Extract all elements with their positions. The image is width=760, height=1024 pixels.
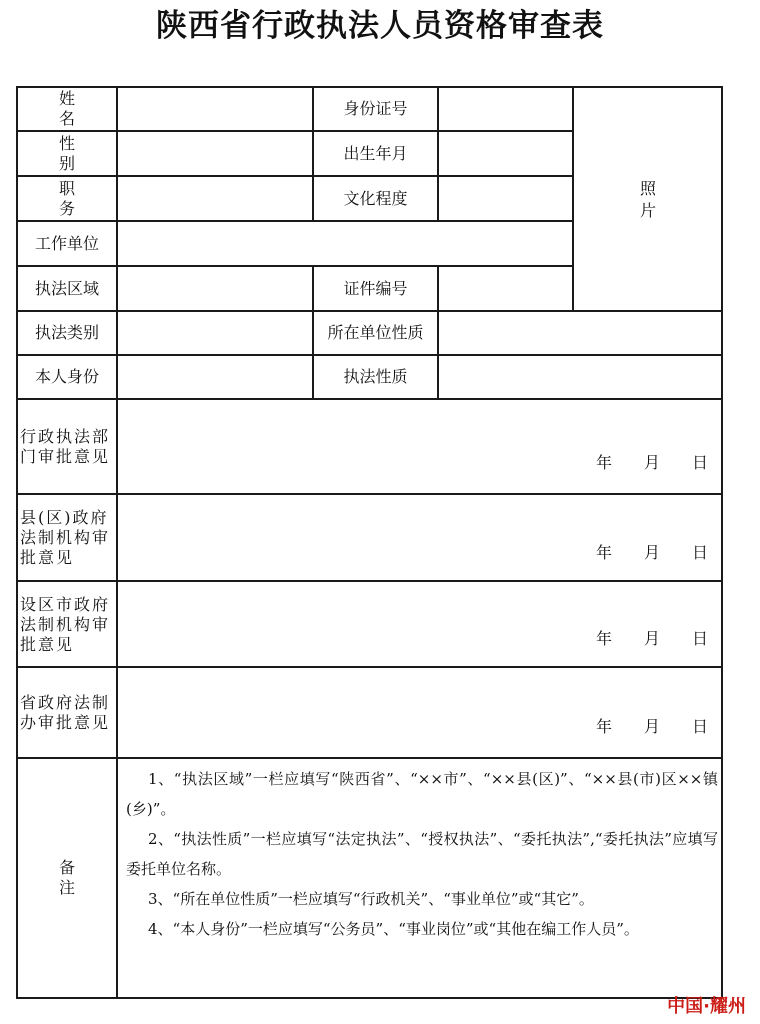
approval-date-county: 年 月 日 bbox=[596, 543, 709, 562]
enforce-nature-field[interactable] bbox=[439, 356, 721, 398]
approval-field-city[interactable] bbox=[118, 582, 721, 666]
approval-label-county: 县(区)政府法制机构审批意见 bbox=[20, 508, 111, 567]
education-label: 文化程度 bbox=[343, 188, 408, 208]
remark-item-2: 2、“执法性质”一栏应填写“法定执法”、“授权执法”、“委托执法”,“委托执法”应填写委托单位名称。 bbox=[126, 830, 718, 878]
remarks-content bbox=[126, 764, 718, 944]
gender-label: 性 别 bbox=[58, 133, 97, 173]
remark-item-1: 1、“执法区域”一栏应填写“陕西省”、“××市”、“××县(区)”、“××县(市)区××镇(乡)”。 bbox=[126, 770, 718, 818]
area-field[interactable] bbox=[118, 267, 312, 310]
approval-date-department: 年 月 日 bbox=[596, 453, 709, 472]
id-number-label: 身份证号 bbox=[343, 99, 408, 118]
photo-box[interactable] bbox=[574, 90, 722, 310]
remark-item-3: 3、“所在单位性质”一栏应填写“行政机关”、“事业单位”或“其它”。 bbox=[148, 890, 594, 908]
id-number-field[interactable] bbox=[439, 88, 572, 130]
gender-field[interactable] bbox=[118, 132, 312, 175]
photo-label-1: 照 bbox=[639, 179, 656, 198]
approval-date-city: 年 月 日 bbox=[596, 629, 709, 648]
remark-item-4: 4、“本人身份”一栏应填写“公务员”、“事业岗位”或“其他在编工作人员”。 bbox=[148, 920, 639, 938]
workplace-field[interactable] bbox=[118, 222, 572, 265]
unit-nature-label: 所在单位性质 bbox=[327, 323, 424, 342]
workplace-label: 工作单位 bbox=[34, 233, 99, 253]
approval-label-province: 省政府法制办审批意见 bbox=[20, 693, 111, 732]
birth-date-label: 出生年月 bbox=[343, 143, 408, 163]
photo-label-2: 片 bbox=[639, 201, 656, 220]
form-title: 陕西省行政执法人员资格审查表 bbox=[156, 8, 604, 44]
duty-field[interactable] bbox=[118, 177, 312, 220]
cert-number-label: 证件编号 bbox=[343, 278, 408, 298]
name-field[interactable] bbox=[118, 88, 312, 130]
education-field[interactable] bbox=[439, 177, 572, 220]
area-label: 执法区域 bbox=[34, 278, 99, 298]
approval-date-province: 年 月 日 bbox=[596, 717, 709, 736]
approval-label-department: 行政执法部门审批意见 bbox=[20, 427, 111, 466]
category-field[interactable] bbox=[118, 312, 312, 354]
cert-number-field[interactable] bbox=[439, 267, 572, 310]
approval-field-province[interactable] bbox=[118, 668, 721, 757]
birth-date-field[interactable] bbox=[439, 132, 572, 175]
category-label: 执法类别 bbox=[34, 323, 99, 342]
remarks-label: 备 注 bbox=[58, 858, 97, 897]
approval-field-county[interactable] bbox=[118, 495, 721, 580]
unit-nature-field[interactable] bbox=[439, 312, 721, 354]
identity-label: 本人身份 bbox=[34, 367, 99, 386]
identity-field[interactable] bbox=[118, 356, 312, 398]
enforce-nature-label: 执法性质 bbox=[343, 367, 408, 386]
duty-label: 职 务 bbox=[58, 178, 97, 218]
source-watermark: 中国·耀州 bbox=[667, 996, 746, 1017]
approval-field-department[interactable] bbox=[118, 400, 721, 493]
approval-label-city: 设区市政府法制机构审批意见 bbox=[20, 594, 111, 654]
name-label: 姓 名 bbox=[58, 89, 97, 128]
